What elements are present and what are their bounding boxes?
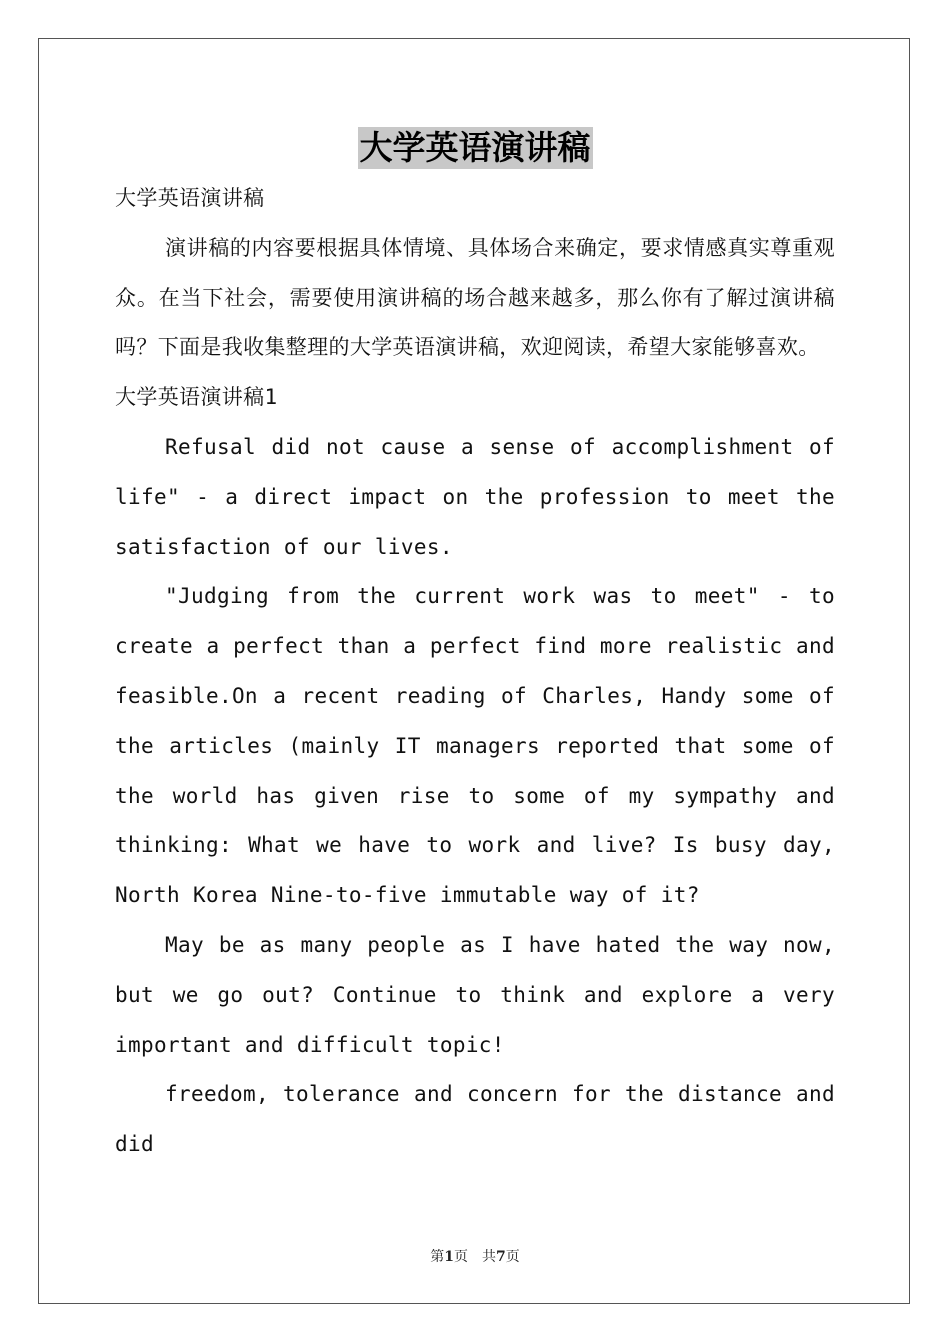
body-paragraph-4: freedom, tolerance and concern for the distance and did — [115, 1082, 835, 1157]
document-body — [115, 174, 835, 1170]
total-prefix: 共 — [482, 1249, 496, 1265]
total-pages: 7 — [496, 1249, 506, 1265]
body-paragraph-1: Refusal did not cause a sense of accomplishment of life" - a direct impact on the profession to meet the satisfaction of our lives. — [115, 434, 835, 559]
page-number: 1 — [444, 1249, 454, 1265]
body-paragraph-3: May be as many people as I have hated the way now, but we go out? Continue to think and explore a very important and difficult topic! — [115, 932, 835, 1057]
total-suffix: 页 — [505, 1249, 520, 1265]
document-subtitle: 大学英语演讲稿 — [115, 186, 265, 210]
page-prefix: 第 — [430, 1249, 445, 1265]
title-container — [0, 127, 950, 169]
section-heading: 大学英语演讲稿1 — [115, 385, 278, 410]
body-paragraph-2: "Judging from the current work was to meet" - to create a perfect than a perfect find more realistic and feasible.On a recent reading of Charles, Handy some of the articles (mainly IT managers reported that some of the world has given rise to some of my sympathy and thinking: What we have to work and live? Is busy day, North Korea Nine-to-five immutable way of it? — [115, 584, 835, 908]
intro-paragraph: 演讲稿的内容要根据具体情境、具体场合来确定，要求情感真实尊重观众。在当下社会，需要使用演讲稿的场合越来越多，那么你有了解过演讲稿吗？下面是我收集整理的大学英语演讲稿，欢迎阅读，希望大家能够喜欢。 — [115, 235, 835, 360]
page-footer — [0, 1246, 950, 1266]
page-suffix: 页 — [454, 1249, 468, 1265]
document-title: 大学英语演讲稿 — [359, 128, 591, 167]
